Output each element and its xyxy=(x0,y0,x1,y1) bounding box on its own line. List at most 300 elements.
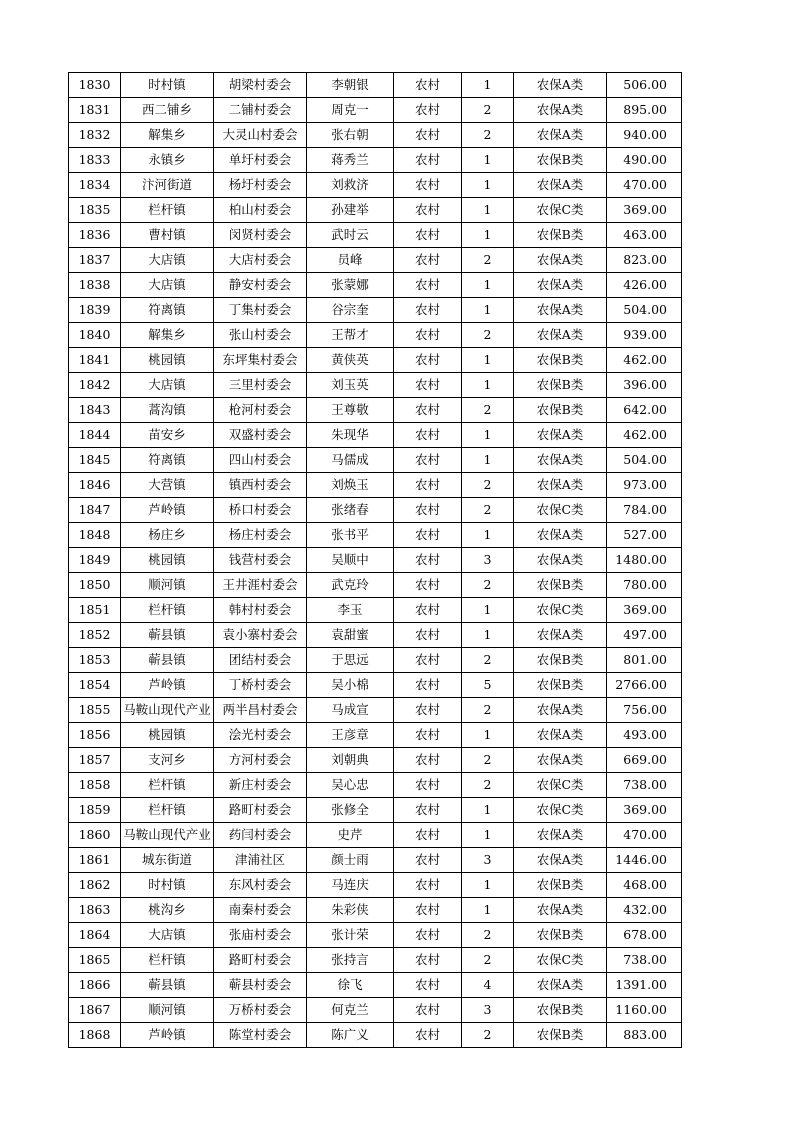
insurance-category-cell: 农保A类 xyxy=(514,823,607,848)
table-row xyxy=(69,873,682,898)
person-name-cell: 张绪春 xyxy=(307,498,394,523)
village-committee-cell: 陈堂村委会 xyxy=(214,1023,307,1048)
amount-cell: 2766.00 xyxy=(607,673,682,698)
household-size-cell: 2 xyxy=(462,398,514,423)
household-size-cell: 2 xyxy=(462,323,514,348)
household-size-cell: 2 xyxy=(462,98,514,123)
household-type-cell: 农村 xyxy=(394,298,462,323)
household-type-cell: 农村 xyxy=(394,348,462,373)
person-name-cell: 周克一 xyxy=(307,98,394,123)
person-name-cell: 王彦章 xyxy=(307,723,394,748)
person-name-cell: 颜士雨 xyxy=(307,848,394,873)
household-type-cell: 农村 xyxy=(394,198,462,223)
row-number-cell: 1838 xyxy=(69,273,121,298)
table-row xyxy=(69,123,682,148)
household-size-cell: 1 xyxy=(462,173,514,198)
row-number-cell: 1832 xyxy=(69,123,121,148)
household-type-cell: 农村 xyxy=(394,373,462,398)
insurance-category-cell: 农保C类 xyxy=(514,598,607,623)
person-name-cell: 李玉 xyxy=(307,598,394,623)
village-committee-cell: 丁桥村委会 xyxy=(214,673,307,698)
table-row xyxy=(69,198,682,223)
household-type-cell: 农村 xyxy=(394,598,462,623)
household-size-cell: 5 xyxy=(462,673,514,698)
household-size-cell: 1 xyxy=(462,73,514,98)
row-number-cell: 1856 xyxy=(69,723,121,748)
township-cell: 大店镇 xyxy=(121,273,214,298)
table-row xyxy=(69,523,682,548)
insurance-category-cell: 农保A类 xyxy=(514,973,607,998)
household-type-cell: 农村 xyxy=(394,123,462,148)
township-cell: 栏杆镇 xyxy=(121,773,214,798)
household-size-cell: 1 xyxy=(462,723,514,748)
row-number-cell: 1835 xyxy=(69,198,121,223)
row-number-cell: 1846 xyxy=(69,473,121,498)
township-cell: 栏杆镇 xyxy=(121,198,214,223)
household-type-cell: 农村 xyxy=(394,798,462,823)
insurance-category-cell: 农保A类 xyxy=(514,298,607,323)
township-cell: 芦岭镇 xyxy=(121,498,214,523)
amount-cell: 780.00 xyxy=(607,573,682,598)
person-name-cell: 张修全 xyxy=(307,798,394,823)
amount-cell: 1480.00 xyxy=(607,548,682,573)
township-cell: 顺河镇 xyxy=(121,998,214,1023)
person-name-cell: 吴顺中 xyxy=(307,548,394,573)
amount-cell: 468.00 xyxy=(607,873,682,898)
person-name-cell: 张书平 xyxy=(307,523,394,548)
amount-cell: 462.00 xyxy=(607,348,682,373)
township-cell: 曹村镇 xyxy=(121,223,214,248)
amount-cell: 678.00 xyxy=(607,923,682,948)
household-type-cell: 农村 xyxy=(394,898,462,923)
household-type-cell: 农村 xyxy=(394,498,462,523)
amount-cell: 369.00 xyxy=(607,198,682,223)
row-number-cell: 1857 xyxy=(69,748,121,773)
insurance-category-cell: 农保A类 xyxy=(514,173,607,198)
village-committee-cell: 闵贤村委会 xyxy=(214,223,307,248)
township-cell: 马鞍山现代产业 xyxy=(121,823,214,848)
township-cell: 桃沟乡 xyxy=(121,898,214,923)
household-size-cell: 1 xyxy=(462,273,514,298)
household-type-cell: 农村 xyxy=(394,748,462,773)
township-cell: 马鞍山现代产业 xyxy=(121,698,214,723)
insurance-category-cell: 农保B类 xyxy=(514,148,607,173)
table-row xyxy=(69,273,682,298)
household-type-cell: 农村 xyxy=(394,223,462,248)
table-row xyxy=(69,348,682,373)
household-type-cell: 农村 xyxy=(394,323,462,348)
household-type-cell: 农村 xyxy=(394,548,462,573)
insurance-category-cell: 农保C类 xyxy=(514,773,607,798)
insurance-category-cell: 农保A类 xyxy=(514,848,607,873)
village-committee-cell: 张山村委会 xyxy=(214,323,307,348)
township-cell: 汴河街道 xyxy=(121,173,214,198)
row-number-cell: 1861 xyxy=(69,848,121,873)
township-cell: 蕲县镇 xyxy=(121,648,214,673)
household-size-cell: 1 xyxy=(462,448,514,473)
amount-cell: 490.00 xyxy=(607,148,682,173)
household-type-cell: 农村 xyxy=(394,398,462,423)
village-committee-cell: 蕲县村委会 xyxy=(214,973,307,998)
village-committee-cell: 韩村村委会 xyxy=(214,598,307,623)
household-size-cell: 1 xyxy=(462,198,514,223)
person-name-cell: 朱彩侠 xyxy=(307,898,394,923)
village-committee-cell: 王井涯村委会 xyxy=(214,573,307,598)
township-cell: 栏杆镇 xyxy=(121,598,214,623)
person-name-cell: 徐飞 xyxy=(307,973,394,998)
household-type-cell: 农村 xyxy=(394,423,462,448)
village-committee-cell: 方河村委会 xyxy=(214,748,307,773)
row-number-cell: 1853 xyxy=(69,648,121,673)
household-size-cell: 4 xyxy=(462,973,514,998)
person-name-cell: 于思远 xyxy=(307,648,394,673)
amount-cell: 463.00 xyxy=(607,223,682,248)
village-committee-cell: 枪河村委会 xyxy=(214,398,307,423)
insurance-category-cell: 农保B类 xyxy=(514,673,607,698)
household-type-cell: 农村 xyxy=(394,673,462,698)
person-name-cell: 袁甜蜜 xyxy=(307,623,394,648)
table-row xyxy=(69,373,682,398)
household-size-cell: 2 xyxy=(462,473,514,498)
township-cell: 苗安乡 xyxy=(121,423,214,448)
village-committee-cell: 张庙村委会 xyxy=(214,923,307,948)
table-row xyxy=(69,598,682,623)
amount-cell: 823.00 xyxy=(607,248,682,273)
household-size-cell: 2 xyxy=(462,698,514,723)
amount-cell: 1160.00 xyxy=(607,998,682,1023)
row-number-cell: 1858 xyxy=(69,773,121,798)
insurance-category-cell: 农保C类 xyxy=(514,498,607,523)
row-number-cell: 1863 xyxy=(69,898,121,923)
household-size-cell: 1 xyxy=(462,898,514,923)
household-type-cell: 农村 xyxy=(394,273,462,298)
table-row xyxy=(69,748,682,773)
person-name-cell: 王尊敬 xyxy=(307,398,394,423)
table-row xyxy=(69,823,682,848)
household-size-cell: 2 xyxy=(462,948,514,973)
table-body xyxy=(69,73,682,1048)
household-type-cell: 农村 xyxy=(394,248,462,273)
row-number-cell: 1839 xyxy=(69,298,121,323)
household-size-cell: 1 xyxy=(462,623,514,648)
insurance-category-cell: 农保A类 xyxy=(514,723,607,748)
village-committee-cell: 万桥村委会 xyxy=(214,998,307,1023)
household-type-cell: 农村 xyxy=(394,623,462,648)
person-name-cell: 马连庆 xyxy=(307,873,394,898)
table-row xyxy=(69,448,682,473)
village-committee-cell: 东风村委会 xyxy=(214,873,307,898)
household-type-cell: 农村 xyxy=(394,948,462,973)
row-number-cell: 1833 xyxy=(69,148,121,173)
table-row xyxy=(69,698,682,723)
amount-cell: 504.00 xyxy=(607,448,682,473)
amount-cell: 895.00 xyxy=(607,98,682,123)
insurance-category-cell: 农保B类 xyxy=(514,1023,607,1048)
amount-cell: 756.00 xyxy=(607,698,682,723)
insurance-category-cell: 农保B类 xyxy=(514,398,607,423)
table-row xyxy=(69,323,682,348)
amount-cell: 432.00 xyxy=(607,898,682,923)
household-size-cell: 1 xyxy=(462,223,514,248)
row-number-cell: 1866 xyxy=(69,973,121,998)
insurance-category-cell: 农保A类 xyxy=(514,523,607,548)
household-type-cell: 农村 xyxy=(394,1023,462,1048)
household-size-cell: 1 xyxy=(462,148,514,173)
village-committee-cell: 二铺村委会 xyxy=(214,98,307,123)
township-cell: 栏杆镇 xyxy=(121,948,214,973)
amount-cell: 426.00 xyxy=(607,273,682,298)
amount-cell: 470.00 xyxy=(607,823,682,848)
row-number-cell: 1830 xyxy=(69,73,121,98)
table-row xyxy=(69,148,682,173)
village-committee-cell: 浍光村委会 xyxy=(214,723,307,748)
household-size-cell: 2 xyxy=(462,498,514,523)
person-name-cell: 刘救济 xyxy=(307,173,394,198)
row-number-cell: 1859 xyxy=(69,798,121,823)
row-number-cell: 1849 xyxy=(69,548,121,573)
household-size-cell: 1 xyxy=(462,348,514,373)
table-row xyxy=(69,223,682,248)
amount-cell: 939.00 xyxy=(607,323,682,348)
row-number-cell: 1843 xyxy=(69,398,121,423)
person-name-cell: 刘玉英 xyxy=(307,373,394,398)
township-cell: 大店镇 xyxy=(121,248,214,273)
insurance-category-cell: 农保A类 xyxy=(514,898,607,923)
household-type-cell: 农村 xyxy=(394,723,462,748)
township-cell: 永镇乡 xyxy=(121,148,214,173)
household-size-cell: 2 xyxy=(462,573,514,598)
insurance-category-cell: 农保A类 xyxy=(514,273,607,298)
township-cell: 芦岭镇 xyxy=(121,673,214,698)
amount-cell: 369.00 xyxy=(607,798,682,823)
household-size-cell: 1 xyxy=(462,373,514,398)
township-cell: 西二铺乡 xyxy=(121,98,214,123)
row-number-cell: 1862 xyxy=(69,873,121,898)
township-cell: 蕲县镇 xyxy=(121,623,214,648)
village-committee-cell: 桥口村委会 xyxy=(214,498,307,523)
relief-roster-table xyxy=(68,72,682,1048)
amount-cell: 784.00 xyxy=(607,498,682,523)
household-size-cell: 2 xyxy=(462,248,514,273)
township-cell: 解集乡 xyxy=(121,123,214,148)
household-type-cell: 农村 xyxy=(394,473,462,498)
insurance-category-cell: 农保B类 xyxy=(514,348,607,373)
household-type-cell: 农村 xyxy=(394,998,462,1023)
person-name-cell: 王帮才 xyxy=(307,323,394,348)
row-number-cell: 1852 xyxy=(69,623,121,648)
household-size-cell: 2 xyxy=(462,123,514,148)
person-name-cell: 马儒成 xyxy=(307,448,394,473)
amount-cell: 883.00 xyxy=(607,1023,682,1048)
row-number-cell: 1847 xyxy=(69,498,121,523)
household-size-cell: 1 xyxy=(462,873,514,898)
insurance-category-cell: 农保A类 xyxy=(514,423,607,448)
village-committee-cell: 丁集村委会 xyxy=(214,298,307,323)
row-number-cell: 1850 xyxy=(69,573,121,598)
amount-cell: 669.00 xyxy=(607,748,682,773)
row-number-cell: 1868 xyxy=(69,1023,121,1048)
household-size-cell: 1 xyxy=(462,298,514,323)
person-name-cell: 陈广义 xyxy=(307,1023,394,1048)
person-name-cell: 孙建举 xyxy=(307,198,394,223)
village-committee-cell: 静安村委会 xyxy=(214,273,307,298)
township-cell: 桃园镇 xyxy=(121,723,214,748)
row-number-cell: 1842 xyxy=(69,373,121,398)
village-committee-cell: 双盛村委会 xyxy=(214,423,307,448)
row-number-cell: 1836 xyxy=(69,223,121,248)
household-type-cell: 农村 xyxy=(394,848,462,873)
township-cell: 大店镇 xyxy=(121,373,214,398)
row-number-cell: 1860 xyxy=(69,823,121,848)
village-committee-cell: 大店村委会 xyxy=(214,248,307,273)
township-cell: 蕲县镇 xyxy=(121,973,214,998)
person-name-cell: 武克玲 xyxy=(307,573,394,598)
table-row xyxy=(69,798,682,823)
township-cell: 符离镇 xyxy=(121,298,214,323)
insurance-category-cell: 农保A类 xyxy=(514,698,607,723)
village-committee-cell: 津浦社区 xyxy=(214,848,307,873)
household-size-cell: 3 xyxy=(462,998,514,1023)
household-type-cell: 农村 xyxy=(394,648,462,673)
table-row xyxy=(69,973,682,998)
row-number-cell: 1834 xyxy=(69,173,121,198)
row-number-cell: 1841 xyxy=(69,348,121,373)
amount-cell: 497.00 xyxy=(607,623,682,648)
amount-cell: 506.00 xyxy=(607,73,682,98)
household-type-cell: 农村 xyxy=(394,448,462,473)
row-number-cell: 1848 xyxy=(69,523,121,548)
village-committee-cell: 杨圩村委会 xyxy=(214,173,307,198)
row-number-cell: 1854 xyxy=(69,673,121,698)
household-size-cell: 3 xyxy=(462,548,514,573)
person-name-cell: 张蒙娜 xyxy=(307,273,394,298)
person-name-cell: 张持言 xyxy=(307,948,394,973)
household-size-cell: 1 xyxy=(462,823,514,848)
township-cell: 时村镇 xyxy=(121,873,214,898)
township-cell: 大营镇 xyxy=(121,473,214,498)
person-name-cell: 吴心忠 xyxy=(307,773,394,798)
person-name-cell: 史芹 xyxy=(307,823,394,848)
household-type-cell: 农村 xyxy=(394,698,462,723)
table-row xyxy=(69,548,682,573)
person-name-cell: 蒋秀兰 xyxy=(307,148,394,173)
row-number-cell: 1837 xyxy=(69,248,121,273)
table-row xyxy=(69,423,682,448)
household-size-cell: 3 xyxy=(462,848,514,873)
township-cell: 杨庄乡 xyxy=(121,523,214,548)
amount-cell: 493.00 xyxy=(607,723,682,748)
village-committee-cell: 袁小寨村委会 xyxy=(214,623,307,648)
table-row xyxy=(69,923,682,948)
household-type-cell: 农村 xyxy=(394,98,462,123)
village-committee-cell: 两半昌村委会 xyxy=(214,698,307,723)
household-size-cell: 2 xyxy=(462,748,514,773)
village-committee-cell: 药闫村委会 xyxy=(214,823,307,848)
township-cell: 城东街道 xyxy=(121,848,214,873)
amount-cell: 1446.00 xyxy=(607,848,682,873)
township-cell: 顺河镇 xyxy=(121,573,214,598)
amount-cell: 396.00 xyxy=(607,373,682,398)
person-name-cell: 张右朝 xyxy=(307,123,394,148)
household-type-cell: 农村 xyxy=(394,573,462,598)
amount-cell: 1391.00 xyxy=(607,973,682,998)
insurance-category-cell: 农保B类 xyxy=(514,998,607,1023)
household-type-cell: 农村 xyxy=(394,973,462,998)
table-row xyxy=(69,248,682,273)
household-type-cell: 农村 xyxy=(394,173,462,198)
insurance-category-cell: 农保C类 xyxy=(514,948,607,973)
table-row xyxy=(69,623,682,648)
row-number-cell: 1855 xyxy=(69,698,121,723)
table-row xyxy=(69,173,682,198)
household-type-cell: 农村 xyxy=(394,773,462,798)
table-row xyxy=(69,73,682,98)
insurance-category-cell: 农保A类 xyxy=(514,448,607,473)
village-committee-cell: 单圩村委会 xyxy=(214,148,307,173)
township-cell: 蒿沟镇 xyxy=(121,398,214,423)
village-committee-cell: 四山村委会 xyxy=(214,448,307,473)
person-name-cell: 张计荣 xyxy=(307,923,394,948)
amount-cell: 462.00 xyxy=(607,423,682,448)
village-committee-cell: 大灵山村委会 xyxy=(214,123,307,148)
person-name-cell: 吴小棉 xyxy=(307,673,394,698)
amount-cell: 527.00 xyxy=(607,523,682,548)
township-cell: 栏杆镇 xyxy=(121,798,214,823)
insurance-category-cell: 农保B类 xyxy=(514,223,607,248)
person-name-cell: 黄侠英 xyxy=(307,348,394,373)
table-row xyxy=(69,498,682,523)
household-size-cell: 1 xyxy=(462,798,514,823)
household-size-cell: 1 xyxy=(462,598,514,623)
person-name-cell: 谷宗奎 xyxy=(307,298,394,323)
village-committee-cell: 路町村委会 xyxy=(214,798,307,823)
village-committee-cell: 胡梁村委会 xyxy=(214,73,307,98)
table-row xyxy=(69,848,682,873)
table-row xyxy=(69,573,682,598)
household-type-cell: 农村 xyxy=(394,873,462,898)
village-committee-cell: 杨庄村委会 xyxy=(214,523,307,548)
household-size-cell: 1 xyxy=(462,523,514,548)
insurance-category-cell: 农保A类 xyxy=(514,98,607,123)
insurance-category-cell: 农保B类 xyxy=(514,873,607,898)
row-number-cell: 1865 xyxy=(69,948,121,973)
township-cell: 芦岭镇 xyxy=(121,1023,214,1048)
village-committee-cell: 东坪集村委会 xyxy=(214,348,307,373)
household-size-cell: 2 xyxy=(462,1023,514,1048)
insurance-category-cell: 农保B类 xyxy=(514,373,607,398)
insurance-category-cell: 农保A类 xyxy=(514,623,607,648)
amount-cell: 940.00 xyxy=(607,123,682,148)
insurance-category-cell: 农保A类 xyxy=(514,473,607,498)
person-name-cell: 员峰 xyxy=(307,248,394,273)
township-cell: 时村镇 xyxy=(121,73,214,98)
table-row xyxy=(69,398,682,423)
row-number-cell: 1864 xyxy=(69,923,121,948)
village-committee-cell: 新庄村委会 xyxy=(214,773,307,798)
table-row xyxy=(69,298,682,323)
insurance-category-cell: 农保B类 xyxy=(514,573,607,598)
table-row xyxy=(69,1023,682,1048)
household-size-cell: 2 xyxy=(462,923,514,948)
row-number-cell: 1840 xyxy=(69,323,121,348)
person-name-cell: 马成宣 xyxy=(307,698,394,723)
household-size-cell: 2 xyxy=(462,648,514,673)
village-committee-cell: 路町村委会 xyxy=(214,948,307,973)
insurance-category-cell: 农保B类 xyxy=(514,923,607,948)
household-type-cell: 农村 xyxy=(394,73,462,98)
township-cell: 桃园镇 xyxy=(121,348,214,373)
table-row xyxy=(69,773,682,798)
